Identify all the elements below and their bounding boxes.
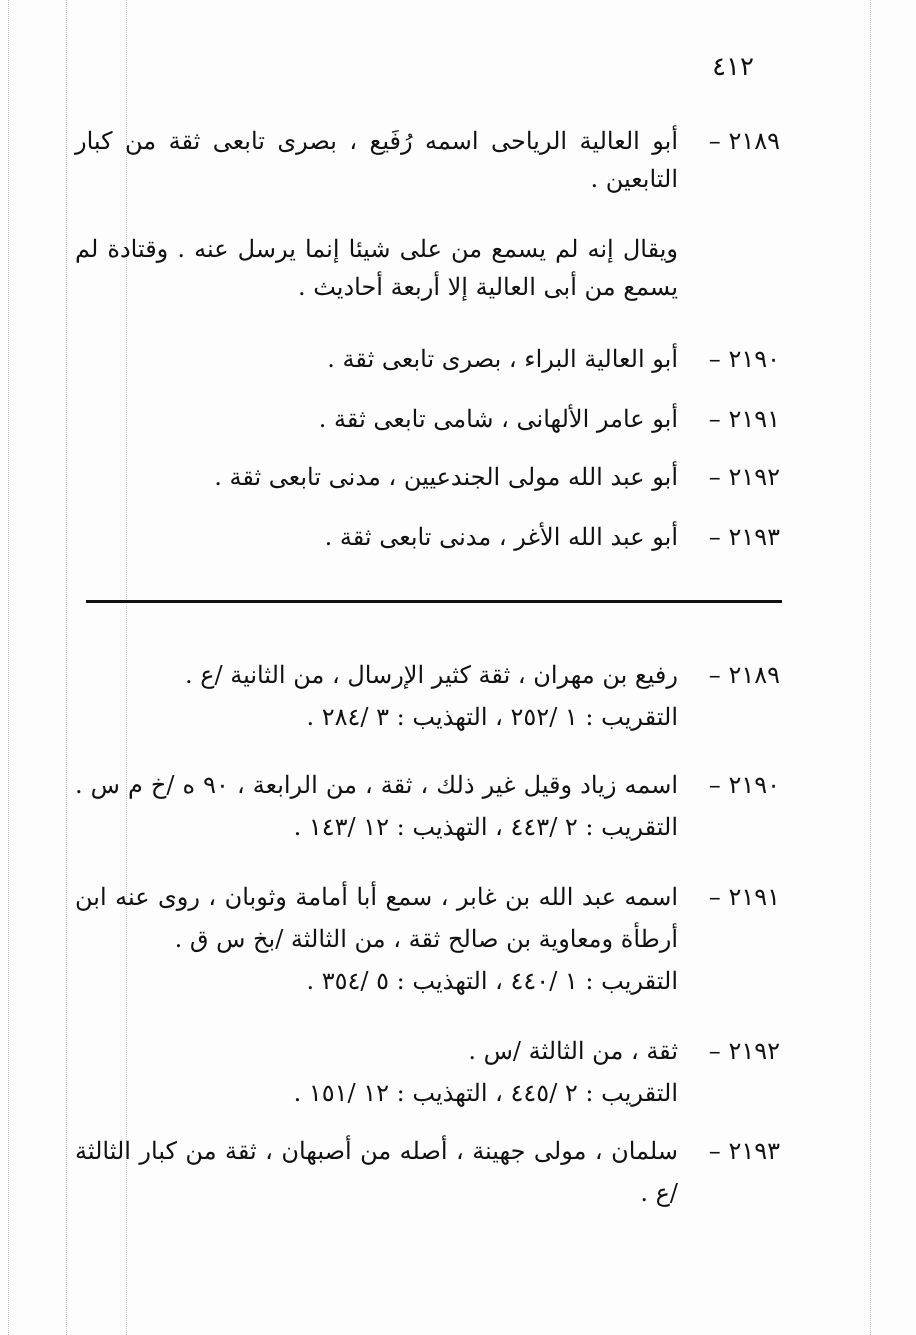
footnote-divider [86,600,782,603]
entry-number: ٢١٩٠ – [708,345,780,373]
entry-number: ٢١٩١ – [708,405,780,433]
footnote-line: اسمه عبد الله بن غابر ، سمع أبا أمامة وثوبان ، روى عنه ابن أرطأة ومعاوية بن صالح ثقة ، من الثالثة /بخ س ق . [75,883,678,953]
footnote-2189 [75,654,780,738]
footnote-line: رفيع بن مهران ، ثقة كثير الإرسال ، من الثانية /ع . [184,661,678,689]
footnote-reference: التقريب : ١ /٢٥٢ ، التهذيب : ٣ /٢٨٤ . [306,703,678,731]
entry-text: أبو عبد الله الأغر ، مدنى تابعى ثقة . [324,523,678,551]
entry-number: ٢١٩٢ – [708,463,780,491]
footnote-number: ٢١٩٣ – [708,1137,780,1165]
footnote-reference: التقريب : ٢ /٤٤٥ ، التهذيب : ١٢ /١٥١ . [293,1079,678,1107]
scan-artifact-line [8,0,9,1335]
entry-text: أبو عامر الألهانى ، شامى تابعى ثقة . [318,405,678,433]
entry-text: أبو العالية البراء ، بصرى تابعى ثقة . [327,345,678,373]
footnote-number: ٢١٨٩ – [708,661,780,689]
footnote-2190 [75,764,780,848]
footnote-number: ٢١٩٢ – [708,1037,780,1065]
entry-text: أبو عبد الله مولى الجندعيين ، مدنى تابعى ثقة . [214,463,678,491]
footnote-line: ثقة ، من الثالثة /س . [468,1037,678,1065]
footnote-number: ٢١٩٠ – [708,771,780,799]
entry-2189-continuation: ويقال إنه لم يسمع من على شيئا إنما يرسل عنه . وقتادة لم يسمع من أبى العالية إلا أربعة أحاديث . [75,235,678,302]
entry-number: ٢١٨٩ – [708,127,780,155]
footnote-2193 [75,1130,780,1214]
footnote-line: اسمه زياد وقيل غير ذلك ، ثقة ، من الرابعة ، ٩٠ ه /خ م س . التقريب : ٢ /٤٤٣ ، التهذيب : ١٢ /١٤٣ . [75,771,678,841]
footnote-line: سلمان ، مولى جهينة ، أصله من أصبهان ، ثقة من كبار الثالثة /ع . [75,1137,678,1207]
entry-2193 [75,518,780,556]
footnote-number: ٢١٩١ – [708,883,780,911]
footnote-2192 [75,1030,780,1114]
footnote-reference: التقريب : ١ /٤٤٠ ، التهذيب : ٥ /٣٥٤ . [306,967,678,995]
entry-2191 [75,400,780,438]
entry-2192 [75,458,780,496]
page-number: ٤١٢ [712,52,754,82]
entry-2189 [75,122,780,199]
footnote-2191 [75,876,780,1002]
entry-number: ٢١٩٣ – [708,523,780,551]
scan-artifact-line [66,0,67,1335]
entry-2190 [75,340,780,378]
scan-artifact-line [870,0,871,1335]
entry-text: أبو العالية الرياحى اسمه رُفَيع ، بصرى تابعى ثقة من كبار التابعين . [75,127,678,194]
